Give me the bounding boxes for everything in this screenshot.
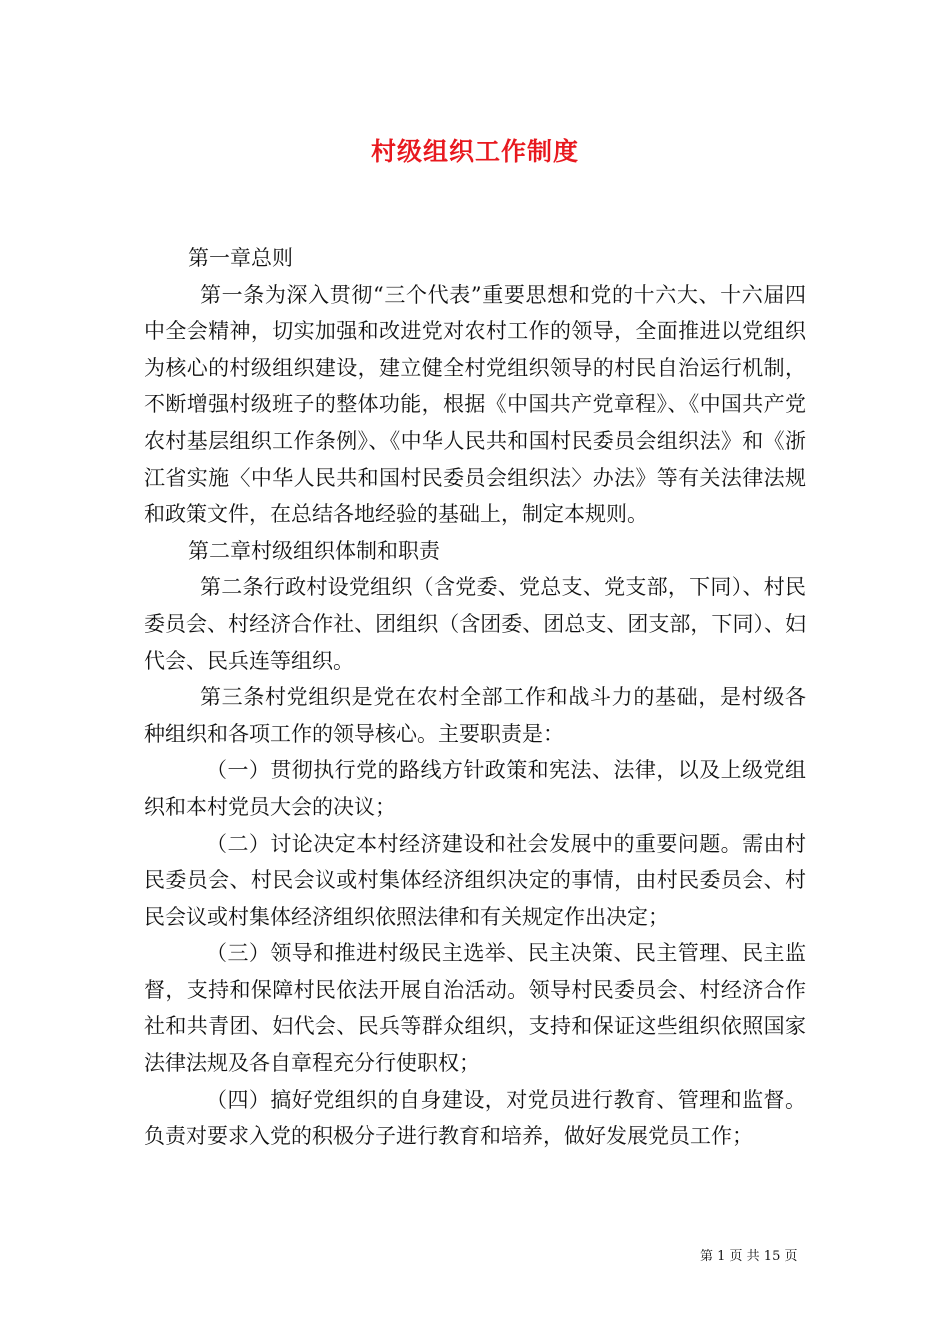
list-item-paragraph: （三）领导和推进村级民主选举、民主决策、民主管理、民主监督，支持和保障村民依法开展自治活动。领导村民委员会、村经济合作社和共青团、妇代会、民兵等群众组织，支持和保证这些组织依照国家法律法规及各自章程充分行使职权； bbox=[144, 941, 806, 1076]
list-item-paragraph: （二）讨论决定本村经济建设和社会发展中的重要问题。需由村民委员会、村民会议或村集体经济组织决定的事情，由村民委员会、村民会议或村集体经济组织依照法律和有关规定作出决定； bbox=[144, 831, 806, 929]
chapter-heading: 第一章总则 bbox=[188, 246, 293, 270]
list-item-paragraph: （一）贯彻执行党的路线方针政策和宪法、法律，以及上级党组织和本村党员大会的决议； bbox=[144, 758, 806, 819]
chapter-heading: 第二章村级组织体制和职责 bbox=[188, 538, 440, 563]
list-item-paragraph: （四）搞好党组织的自身建设，对党员进行教育、管理和监督。负责对要求入党的积极分子进行教育和培养，做好发展党员工作； bbox=[144, 1087, 806, 1149]
article-paragraph: 第三条村党组织是党在农村全部工作和战斗力的基础，是村级各种组织和各项工作的领导核心。主要职责是： bbox=[144, 685, 806, 746]
page-number-footer: 第 1 页 共 15 页 bbox=[700, 1249, 798, 1264]
article-paragraph: 第一条为深入贯彻“三个代表”重要思想和党的十六大、十六届四中全会精神，切实加强和改进党对农村工作的领导，全面推进以党组织为核心的村级组织建设，建立健全村党组织领导的村民自治运行机制，不断增强村级班子的整体功能，根据《中国共产党章程》、《中国共产党农村基层组织工作条例》、《中华人民共和国村民委员会组织法》和《浙江省实施〈中华人民共和国村民委员会组织法〉办法》等有关法律法规和政策文件，在总结各地经验的基础上，制定本规则。 bbox=[144, 282, 806, 527]
document-body bbox=[144, 240, 806, 1155]
document-title: 村级组织工作制度 bbox=[370, 137, 579, 166]
article-paragraph: 第二条行政村设党组织（含党委、党总支、党支部，下同）、村民委员会、村经济合作社、团组织（含团委、团总支、团支部，下同）、妇代会、民兵连等组织。 bbox=[144, 575, 806, 673]
